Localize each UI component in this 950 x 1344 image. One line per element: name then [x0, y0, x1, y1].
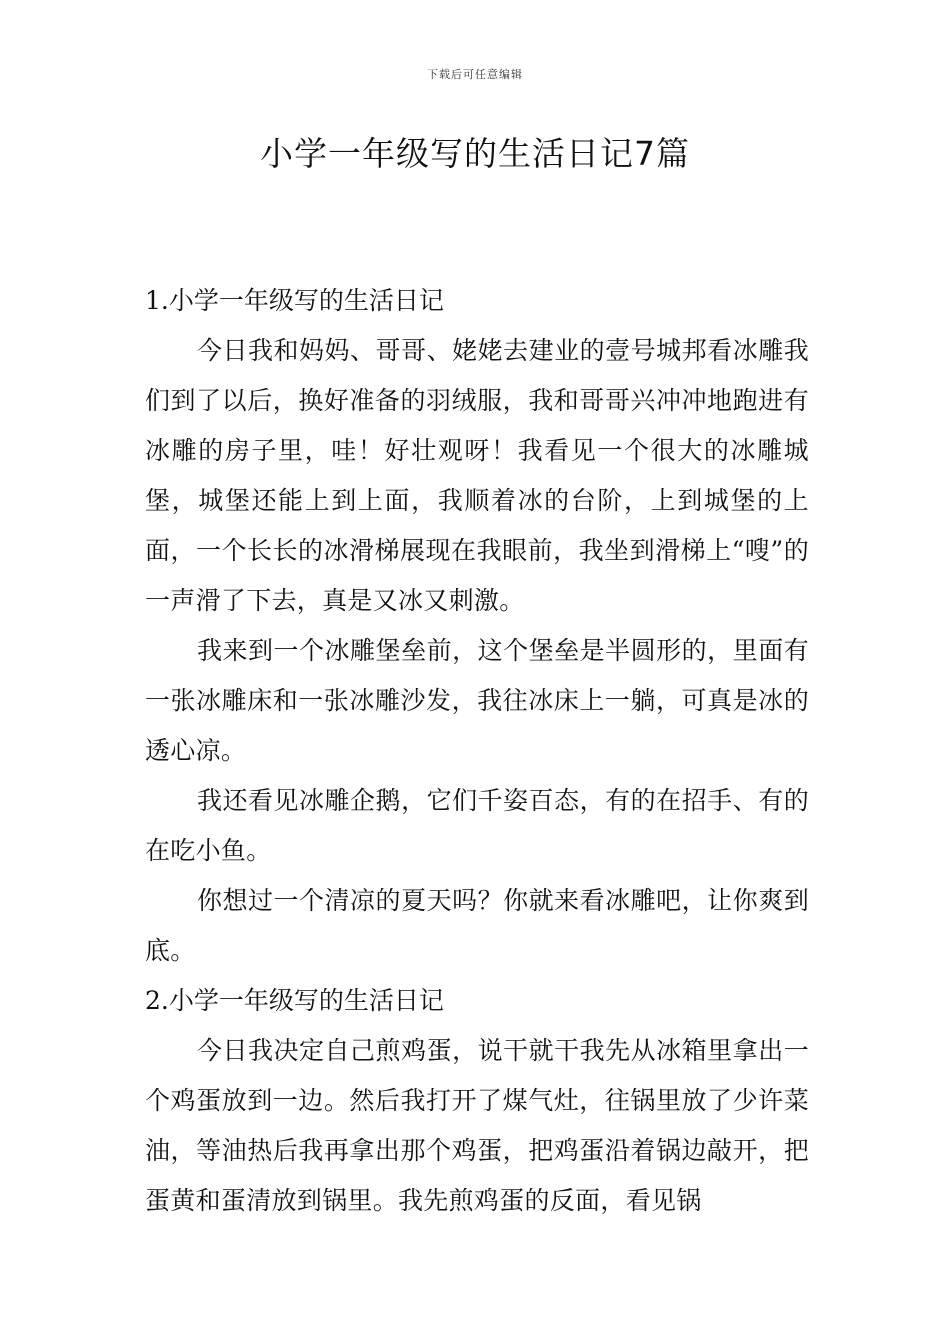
document-body	[145, 276, 809, 1226]
section-heading: 1.小学一年级写的生活日记	[145, 286, 444, 315]
header-note: 下载后可任意编辑	[427, 68, 523, 81]
section-1	[145, 276, 809, 976]
paragraph: 我来到一个冰雕堡垒前，这个堡垒是半圆形的，里面有一张冰雕床和一张冰雕沙发，我往冰床上一躺，可真是冰的透心凉。	[145, 636, 809, 765]
paragraph: 我还看见冰雕企鹅，它们千姿百态，有的在招手、有的在吃小鱼。	[145, 786, 809, 865]
paragraph: 今日我决定自己煎鸡蛋，说干就干我先从冰箱里拿出一个鸡蛋放到一边。然后我打开了煤气灶，往锅里放了少许菜油，等油热后我再拿出那个鸡蛋，把鸡蛋沿着锅边敲开，把蛋黄和蛋清放到锅里。我先煎鸡蛋的反面，看见锅	[145, 1036, 809, 1215]
section-heading: 2.小学一年级写的生活日记	[145, 986, 444, 1015]
section-2	[145, 976, 809, 1226]
document-title: 小学一年级写的生活日记7篇	[260, 134, 690, 173]
paragraph: 今日我和妈妈、哥哥、姥姥去建业的壹号城邦看冰雕我们到了以后，换好准备的羽绒服，我和哥哥兴冲冲地跑进有冰雕的房子里，哇！好壮观呀！我看见一个很大的冰雕城堡，城堡还能上到上面，我顺着冰的台阶，上到城堡的上面，一个长长的冰滑梯展现在我眼前，我坐到滑梯上“嗖”的一声滑了下去，真是又冰又刺激。	[145, 336, 809, 615]
paragraph: 你想过一个清凉的夏天吗？你就来看冰雕吧，让你爽到底。	[145, 886, 809, 965]
